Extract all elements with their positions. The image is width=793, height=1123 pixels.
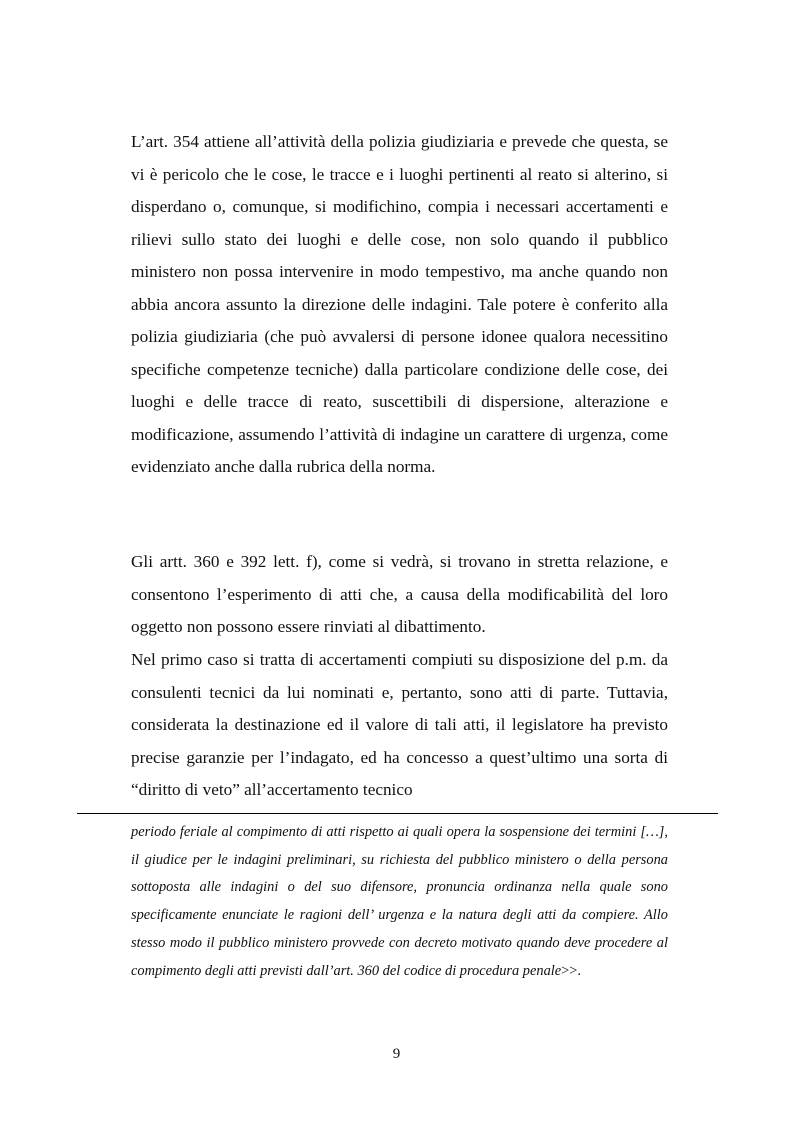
footnote-separator	[77, 813, 718, 814]
body-paragraph-1: L’art. 354 attiene all’attività della polizia giudiziaria e prevede che questa, se vi è pericolo che le cose, le tracce e i luoghi pertinenti al reato si alterino, si disperdano o, comunque, si modifichino, compia i necessari accertamenti e rilievi sullo stato dei luoghi e delle cose, non solo quando il pubblico ministero non possa intervenire in modo tempestivo, ma anche quando non abbia ancora assunto la direzione delle indagini. Tale potere è conferito alla polizia giudiziaria (che può avvalersi di persone idonee qualora necessitino specifiche competenze tecniche) dalla particolare condizione delle cose, dei luoghi e delle tracce di reato, suscettibili di dispersione, alterazione e modificazione, assumendo l’attività di indagine un carattere di urgenza, come evidenziato anche dalla rubrica della norma.	[131, 132, 668, 476]
body-paragraph-2: Gli artt. 360 e 392 lett. f), come si vedrà, si trovano in stretta relazione, e consentono l’esperimento di atti che, a causa della modificabilità del loro oggetto non possono essere rinviati al dibattimento.	[131, 552, 668, 636]
footnote	[131, 819, 668, 985]
body-paragraph-3: Nel primo caso si tratta di accertamenti compiuti su disposizione del p.m. da consulenti tecnici da lui nominati e, pertanto, sono atti di parte. Tuttavia, considerata la destinazione ed il valore di tali atti, il legislatore ha previsto precise garanzie per l’indagato, ed ha concesso a quest’ultimo una sorta di “diritto di veto” all’accertamento tecnico	[131, 650, 668, 799]
footnote-text: periodo feriale al compimento di atti rispetto ai quali opera la sospensione dei termini […], il giudice per le indagini preliminari, su richiesta del pubblico ministero o della persona sottoposta alle indagini o del suo difensore, pronuncia ordinanza nella quale sono specificamente enunciate le ragioni dell’ urgenza e la natura degli atti da compiere. Allo stesso modo il pubblico ministero provvede con decreto motivato quando deve procedere al compimento degli atti previsti dall’art. 360 del codice di procedura penale	[131, 824, 668, 979]
page-number: 9	[392, 1046, 401, 1062]
footnote-closing-mark: >>.	[561, 962, 582, 979]
